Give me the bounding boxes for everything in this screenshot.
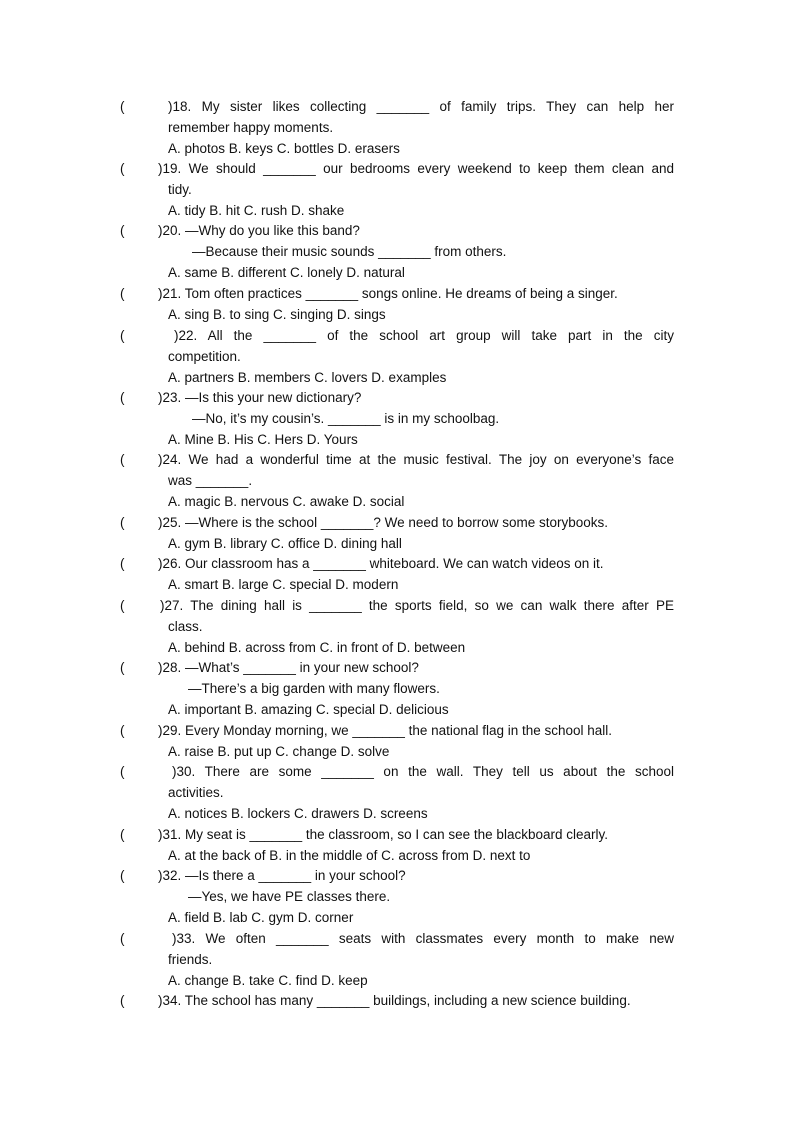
question-stem-continued: competition. bbox=[168, 349, 241, 364]
question-stem: Our classroom has a _______ whiteboard. We can watch videos on it. bbox=[185, 556, 604, 571]
question-stem: —Is there a _______ in your school? bbox=[185, 868, 406, 883]
question-number: )22. bbox=[174, 328, 208, 343]
answer-options: A. same B. different C. lonely D. natural bbox=[168, 265, 405, 280]
answer-options: A. photos B. keys C. bottles D. erasers bbox=[168, 141, 400, 156]
dialogue-reply: —Because their music sounds _______ from others. bbox=[192, 244, 507, 259]
question-stem: All the _______ of the school art group will take part in the city bbox=[207, 328, 674, 343]
question-number: )31. bbox=[158, 827, 186, 842]
question-number: )18. bbox=[168, 99, 202, 114]
question-stem: My seat is _______ the classroom, so I can see the blackboard clearly. bbox=[185, 827, 608, 842]
answer-bracket[interactable]: ( bbox=[120, 556, 125, 571]
question-stem-continued: friends. bbox=[168, 952, 213, 967]
answer-bracket[interactable]: ( bbox=[120, 286, 125, 301]
answer-bracket[interactable]: ( bbox=[120, 993, 125, 1008]
question-stem: The school has many _______ buildings, including a new science building. bbox=[184, 993, 631, 1008]
answer-bracket[interactable]: ( bbox=[120, 868, 125, 883]
question-stem: —Where is the school _______? We need to borrow some storybooks. bbox=[185, 515, 608, 530]
dialogue-reply: —There’s a big garden with many flowers. bbox=[188, 681, 440, 696]
question-number: )30. bbox=[172, 764, 205, 779]
question-stem: —Why do you like this band? bbox=[185, 223, 360, 238]
dialogue-reply: —Yes, we have PE classes there. bbox=[188, 889, 391, 904]
answer-bracket[interactable]: ( bbox=[120, 390, 125, 405]
question-number: )25. bbox=[158, 515, 186, 530]
question-stem: The dining hall is _______ the sports field, so we can walk there after PE bbox=[190, 598, 674, 613]
question-stem: —Is this your new dictionary? bbox=[185, 390, 362, 405]
answer-bracket[interactable]: ( bbox=[120, 723, 125, 738]
answer-options: A. field B. lab C. gym D. corner bbox=[168, 910, 354, 925]
question-number: )23. bbox=[158, 390, 186, 405]
answer-bracket[interactable]: ( bbox=[120, 99, 125, 114]
answer-bracket[interactable]: ( bbox=[120, 598, 125, 613]
question-number: )24. bbox=[158, 452, 189, 467]
question-number: )32. bbox=[158, 868, 186, 883]
answer-options: A. important B. amazing C. special D. delicious bbox=[168, 702, 449, 717]
answer-options: A. tidy B. hit C. rush D. shake bbox=[168, 203, 345, 218]
question-stem: My sister likes collecting _______ of family trips. They can help her bbox=[201, 99, 675, 114]
answer-options: A. change B. take C. find D. keep bbox=[168, 973, 368, 988]
question-number: )21. bbox=[158, 286, 185, 301]
answer-options: A. smart B. large C. special D. modern bbox=[168, 577, 399, 592]
question-stem: We had a wonderful time at the music festival. The joy on everyone’s face bbox=[188, 452, 674, 467]
answer-options: A. raise B. put up C. change D. solve bbox=[168, 744, 390, 759]
answer-options: A. at the back of B. in the middle of C. across from D. next to bbox=[168, 848, 531, 863]
question-stem: We often _______ seats with classmates every month to make new bbox=[205, 931, 674, 946]
answer-options: A. gym B. library C. office D. dining hall bbox=[168, 536, 402, 551]
answer-bracket[interactable]: ( bbox=[120, 161, 125, 176]
answer-options: A. partners B. members C. lovers D. examples bbox=[168, 370, 447, 385]
question-stem-continued: remember happy moments. bbox=[168, 120, 334, 135]
question-number: )27. bbox=[160, 598, 191, 613]
answer-options: A. sing B. to sing C. singing D. sings bbox=[168, 307, 386, 322]
answer-options: A. Mine B. His C. Hers D. Yours bbox=[168, 432, 358, 447]
answer-bracket[interactable]: ( bbox=[120, 515, 125, 530]
question-stem: We should _______ our bedrooms every weekend to keep them clean and bbox=[188, 161, 674, 176]
question-stem: —What’s _______ in your new school? bbox=[185, 660, 419, 675]
question-number: )26. bbox=[158, 556, 186, 571]
dialogue-reply: —No, it’s my cousin’s. _______ is in my schoolbag. bbox=[192, 411, 500, 426]
answer-bracket[interactable]: ( bbox=[120, 223, 125, 238]
question-stem-continued: tidy. bbox=[168, 182, 192, 197]
answer-bracket[interactable]: ( bbox=[120, 764, 125, 779]
answer-options: A. notices B. lockers C. drawers D. screens bbox=[168, 806, 428, 821]
answer-bracket[interactable]: ( bbox=[120, 452, 125, 467]
question-stem: Every Monday morning, we _______ the national flag in the school hall. bbox=[185, 723, 613, 738]
question-number: )20. bbox=[158, 223, 186, 238]
question-stem: Tom often practices _______ songs online. He dreams of being a singer. bbox=[184, 286, 618, 301]
question-number: )28. bbox=[158, 660, 186, 675]
question-stem-continued: activities. bbox=[168, 785, 224, 800]
question-stem-continued: class. bbox=[168, 619, 203, 634]
question-stem: There are some _______ on the wall. They tell us about the school bbox=[204, 764, 674, 779]
answer-bracket[interactable]: ( bbox=[120, 931, 125, 946]
answer-options: A. behind B. across from C. in front of D. between bbox=[168, 640, 466, 655]
question-stem-continued: was _______. bbox=[168, 473, 253, 488]
question-number: )34. bbox=[158, 993, 185, 1008]
question-number: )33. bbox=[172, 931, 206, 946]
answer-bracket[interactable]: ( bbox=[120, 328, 125, 343]
answer-bracket[interactable]: ( bbox=[120, 827, 125, 842]
question-number: )29. bbox=[158, 723, 186, 738]
answer-bracket[interactable]: ( bbox=[120, 660, 125, 675]
question-number: )19. bbox=[158, 161, 189, 176]
answer-options: A. magic B. nervous C. awake D. social bbox=[168, 494, 405, 509]
